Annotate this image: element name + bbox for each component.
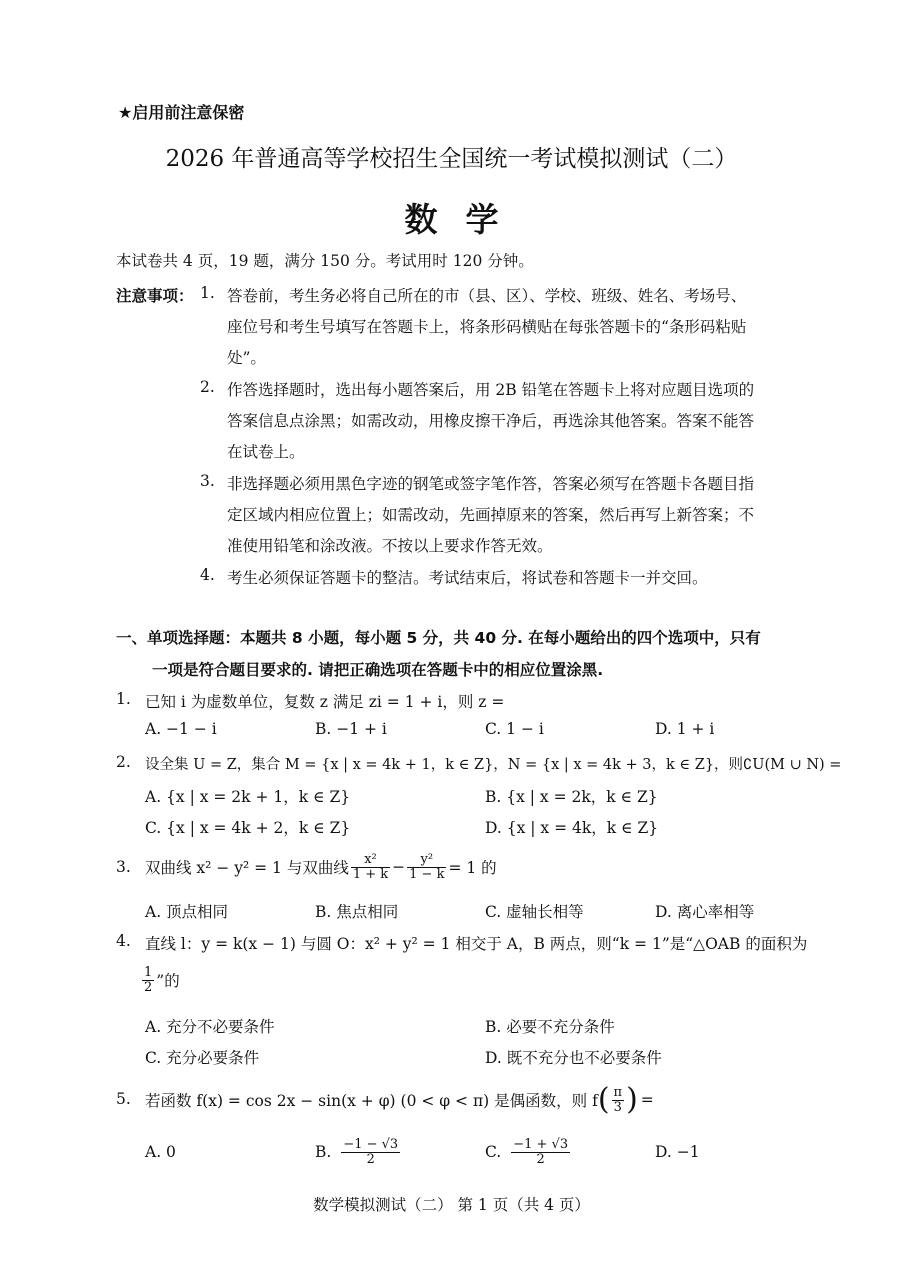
question-2-stem: 设全集 U = Z，集合 M = {x | x = 4k + 1，k ∈ Z}，N = {x | x = 4k + 3，k ∈ Z}，则∁U(M ∪ N) = [145,757,842,773]
notice-item-3-line-3: 准使用铅笔和涂改液。不按以上要求作答无效。 [227,537,553,555]
question-3-option-d: D. 离心率相等 [655,903,755,921]
confidential-label: ★启用前注意保密 [118,103,245,122]
notice-item-3-line-1: 非选择题必须用黑色字迹的钢笔或签字笔作答，答案必须写在答题卡各题目指 [227,475,755,493]
question-1-stem: 已知 i 为虚数单位，复数 z 满足 zi = 1 + i，则 z = [145,693,505,711]
question-5-option-b-numerator: −1 − √3 [343,1136,399,1152]
question-5-option-d: D. −1 [655,1143,700,1161]
question-3-fraction-2-numerator: y² [407,853,446,868]
question-5-stem-start: 若函数 f(x) = cos 2x − sin(x + φ) (0 < φ < π) 是偶函数，则 f [145,1092,598,1110]
notice-item-2-line-3: 在试卷上。 [227,443,305,461]
section-1-heading-line-2: 一项是符合题目要求的. 请把正确选项在答题卡中的相应位置涂黑. [152,661,604,679]
question-4-option-c: C. 充分必要条件 [145,1049,260,1067]
notice-item-1-number: 1. [200,284,215,302]
notice-item-2-line-2: 答案信息点涂黑；如需改动，用橡皮擦干净后，再选涂其他答案。答案不能答 [227,412,755,430]
question-1-option-a: A. −1 − i [145,720,217,738]
question-3-fraction-2 [407,853,446,881]
question-5-fraction-denominator: 3 [613,1099,622,1115]
question-1-option-c: C. 1 − i [485,720,544,738]
question-5-option-c-denominator: 2 [536,1151,545,1167]
question-4-fraction-denominator: 2 [144,979,153,995]
question-5-option-c-numerator: −1 + √3 [513,1136,569,1152]
subject-title: 数学 [404,200,527,239]
question-5-option-b-denominator: 2 [366,1151,375,1167]
question-4-option-b: B. 必要不充分条件 [485,1018,615,1036]
exam-title: 2026 年普通高等学校招生全国统一考试模拟测试（二） [165,146,738,172]
question-4-stem-continuation [140,958,180,1002]
question-5-option-b [315,1130,402,1174]
question-4-fraction [142,966,154,994]
question-5-open-paren: ( [597,1082,610,1117]
question-2-option-c: C. {x | x = 4k + 2，k ∈ Z} [145,819,351,837]
question-4-stem: 直线 l：y = k(x − 1) 与圆 O：x² + y² = 1 相交于 A，B 两点，则“k = 1”是“△OAB 的面积为 [145,935,808,953]
notice-item-2-number: 2. [200,378,215,396]
notice-item-4-line-1: 考生必须保证答题卡的整洁。考试结束后，将试卷和答题卡一并交回。 [227,569,708,587]
question-3-stem-start: 双曲线 x² − y² = 1 与双曲线 [145,859,349,877]
question-4-option-d: D. 既不充分也不必要条件 [485,1049,662,1067]
question-5-option-b-fraction [341,1138,400,1166]
question-3-fraction-1 [351,853,390,881]
question-4-fraction-numerator: 1 [144,964,153,980]
question-4-number: 4. [116,932,131,950]
notice-item-1-line-2: 座位号和考生号填写在答题卡上，将条形码横贴在每张答题卡的“条形码粘贴 [227,318,747,336]
question-3-option-b: B. 焦点相同 [315,903,399,921]
question-4-option-a: A. 充分不必要条件 [145,1018,275,1036]
question-3-number: 3. [116,858,131,876]
question-5-number: 5. [116,1090,131,1108]
notice-item-1-line-3: 处”。 [227,349,266,367]
question-3-option-c: C. 虚轴长相等 [485,903,584,921]
page-footer: 数学模拟测试（二） 第 1 页（共 4 页） [313,1196,590,1214]
notice-item-3-number: 3. [200,472,215,490]
question-3-fraction-2-denominator: 1 − k [409,866,445,882]
intro-text: 本试卷共 4 页，19 题，满分 150 分。考试用时 120 分钟。 [116,252,534,270]
question-5-stem [145,1078,654,1122]
question-3-fraction-1-denominator: 1 + k [352,866,389,882]
question-5-option-a: A. 0 [145,1143,176,1161]
question-5-option-c [485,1130,572,1174]
question-2-option-a: A. {x | x = 2k + 1，k ∈ Z} [145,788,351,806]
notice-item-4-number: 4. [200,566,215,584]
question-5-option-b-label: B. [315,1143,332,1161]
notice-item-3-line-2: 定区域内相应位置上；如需改动，先画掉原来的答案，然后再写上新答案；不 [227,506,755,524]
question-4-stem-tail: ”的 [156,972,180,990]
notice-heading: 注意事项： [116,287,194,305]
notice-item-1-line-1: 答卷前，考生务必将自己所在的市（县、区）、学校、班级、姓名、考场号、 [227,287,747,305]
question-3-stem-end: = 1 的 [448,859,497,877]
section-1-heading-line-1: 一、单项选择题：本题共 8 小题，每小题 5 分，共 40 分. 在每小题给出的四个选项中，只有 [116,629,761,647]
question-2-option-b: B. {x | x = 2k，k ∈ Z} [485,788,658,806]
question-2-number: 2. [116,753,131,771]
notice-item-2-line-1: 作答选择题时，选出每小题答案后，用 2B 铅笔在答题卡上将对应题目选项的 [227,381,755,399]
question-5-close-paren: ) [626,1082,638,1117]
question-1-option-d: D. 1 + i [655,720,715,738]
question-3-fraction-1-numerator: x² [351,853,390,868]
question-1-number: 1. [116,690,131,708]
question-5-fraction-numerator: π [613,1084,623,1100]
question-5-option-c-fraction [511,1138,570,1166]
question-5-stem-tail: = [640,1091,654,1109]
question-3-stem [145,845,497,889]
question-2-option-d: D. {x | x = 4k，k ∈ Z} [485,819,659,837]
question-1-option-b: B. −1 + i [315,720,387,738]
question-3-minus: − [392,858,406,876]
question-5-fraction [612,1086,625,1114]
question-3-option-a: A. 顶点相同 [145,903,229,921]
question-5-option-c-label: C. [485,1143,502,1161]
